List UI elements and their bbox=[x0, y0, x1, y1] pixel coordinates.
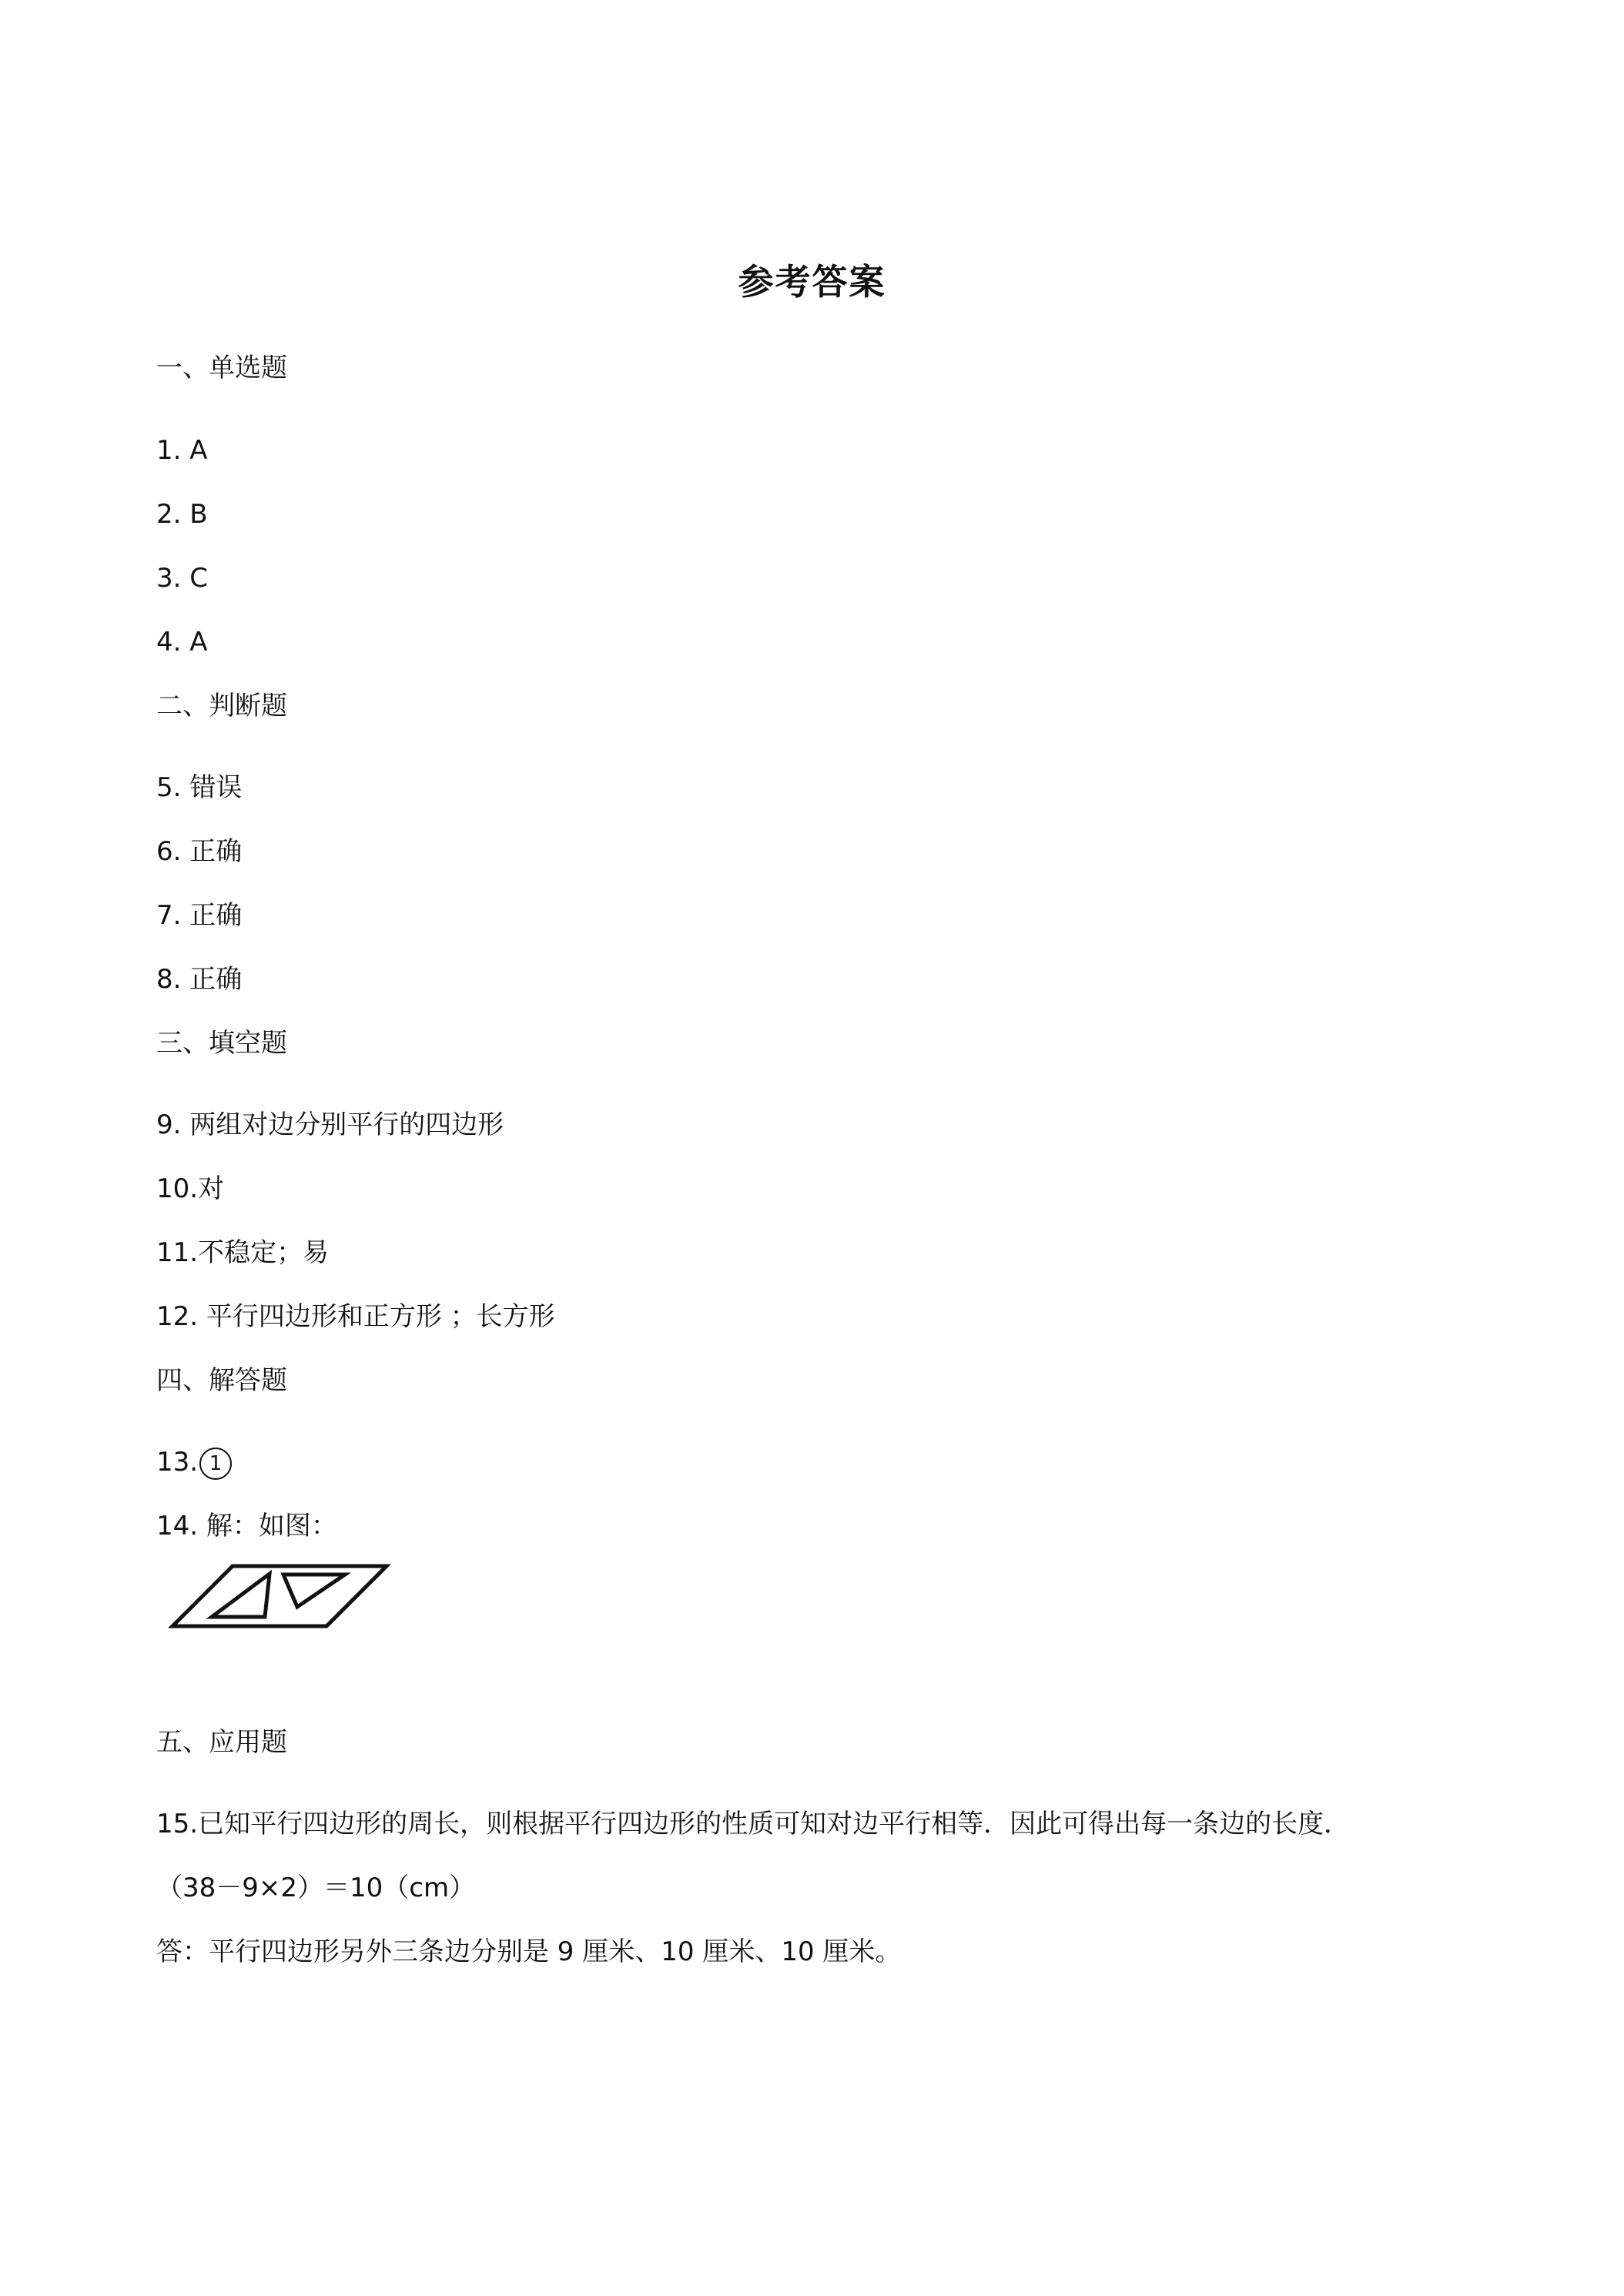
answer-12: 12. 平行四边形和正方形 ；长方形 bbox=[156, 1301, 555, 1332]
answer-13-number: 13. bbox=[156, 1447, 199, 1478]
page-title: 参考答案 bbox=[738, 261, 886, 303]
answer-4: 4. A bbox=[156, 627, 208, 658]
answer-15-line-1: 15.已知平行四边形的周长，则根据平行四边形的性质可知对边平行相等．因此可得出每一条边的长度． bbox=[156, 1809, 1351, 1839]
answer-2: 2. B bbox=[156, 499, 208, 530]
answer-3: 3. C bbox=[156, 563, 208, 594]
answer-10: 10.对 bbox=[156, 1173, 225, 1204]
section-heading-application: 五、应用题 bbox=[156, 1727, 287, 1758]
answer-7: 7. 正确 bbox=[156, 900, 243, 931]
section-heading-fill-blank: 三、填空题 bbox=[156, 1028, 287, 1059]
answer-11: 11.不稳定；易 bbox=[156, 1237, 330, 1268]
answer-15-line-2: （38－9×2）＝10（cm） bbox=[156, 1873, 476, 1903]
answer-13 bbox=[156, 1447, 232, 1480]
answer-8: 8. 正确 bbox=[156, 964, 243, 995]
answer-15-line-3: 答：平行四边形另外三条边分别是 9 厘米、10 厘米、10 厘米。 bbox=[156, 1936, 902, 1967]
circled-number-icon: 1 bbox=[199, 1448, 232, 1480]
answer-1: 1. A bbox=[156, 435, 208, 466]
answer-9: 9. 两组对边分别平行的四边形 bbox=[156, 1110, 504, 1140]
answer-6: 6. 正确 bbox=[156, 836, 243, 867]
answer-14: 14. 解：如图： bbox=[156, 1511, 337, 1541]
section-heading-single-choice: 一、单选题 bbox=[156, 353, 287, 383]
section-heading-solve: 四、解答题 bbox=[156, 1365, 287, 1396]
answer-5: 5. 错误 bbox=[156, 772, 243, 803]
parallelogram-with-triangles-figure bbox=[168, 1563, 391, 1636]
section-heading-true-false: 二、判断题 bbox=[156, 691, 287, 721]
